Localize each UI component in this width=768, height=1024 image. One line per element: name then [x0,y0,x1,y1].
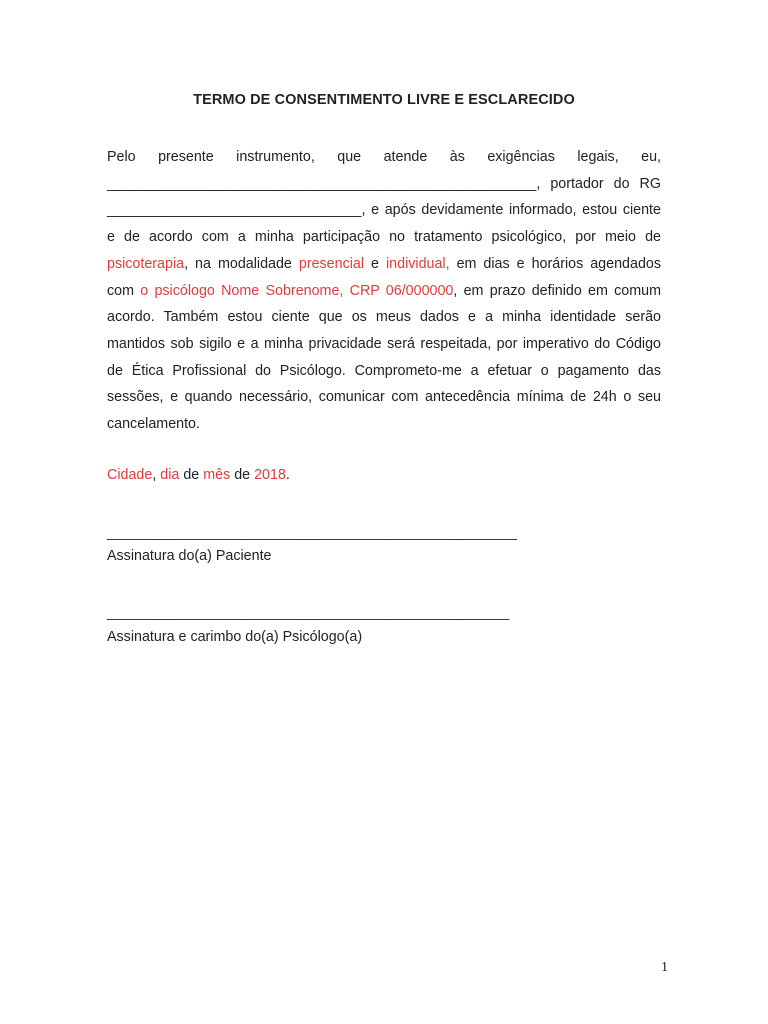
date-day: dia [160,467,180,483]
psychologist-signature-line: _____________________________________________________ [107,604,510,620]
highlight-modality-type: psicoterapia [107,255,185,272]
consent-paragraph [107,144,661,438]
date-line [107,464,290,486]
paragraph-text: em dias e horários agendados com [107,255,661,299]
date-connector: de [230,467,255,483]
patient-signature-line: ______________________________________________________ [107,524,517,540]
highlight-psychologist: o psicólogo Nome Sobrenome, CRP 06/000000 [140,282,454,299]
date-month: mês [203,467,231,483]
document-title: TERMO DE CONSENTIMENTO LIVRE E ESCLARECIDO [193,92,575,108]
date-separator: , [152,467,161,483]
paragraph-text: , na modalidade [184,255,299,272]
highlight-format: individual, [385,255,450,272]
date-connector: de [179,467,204,483]
patient-signature-label: Assinatura do(a) Paciente [107,548,272,564]
paragraph-text: Pelo presente instrumento, que atende às exigências legais, eu, ______________________________________________________, portador do RG ________________________________, e após devidamente informado, estou ciente e de acordo com a minha participação no tratamento psicológico, por meio de [107,149,661,246]
date-end: . [285,467,290,483]
date-city: Cidade [107,467,153,483]
date-year: 2018 [254,467,286,483]
paragraph-text: , em prazo definido em comum acordo. Também estou ciente que os meus dados e a minha identidade serão mantidos sob sigilo e a minha privacidade será respeitada, por imperativo do Código de Ética Profissional do Psicólogo. Comprometo-me a efetuar o pagamento das sessões, e quando necessário, comunicar com antecedência mínima de 24h o seu cancelamento. [107,282,661,433]
psychologist-signature-label: Assinatura e carimbo do(a) Psicólogo(a) [107,629,363,645]
page-number: 1 [661,960,668,975]
paragraph-text: e [364,255,386,272]
highlight-modality: presencial [298,255,365,272]
